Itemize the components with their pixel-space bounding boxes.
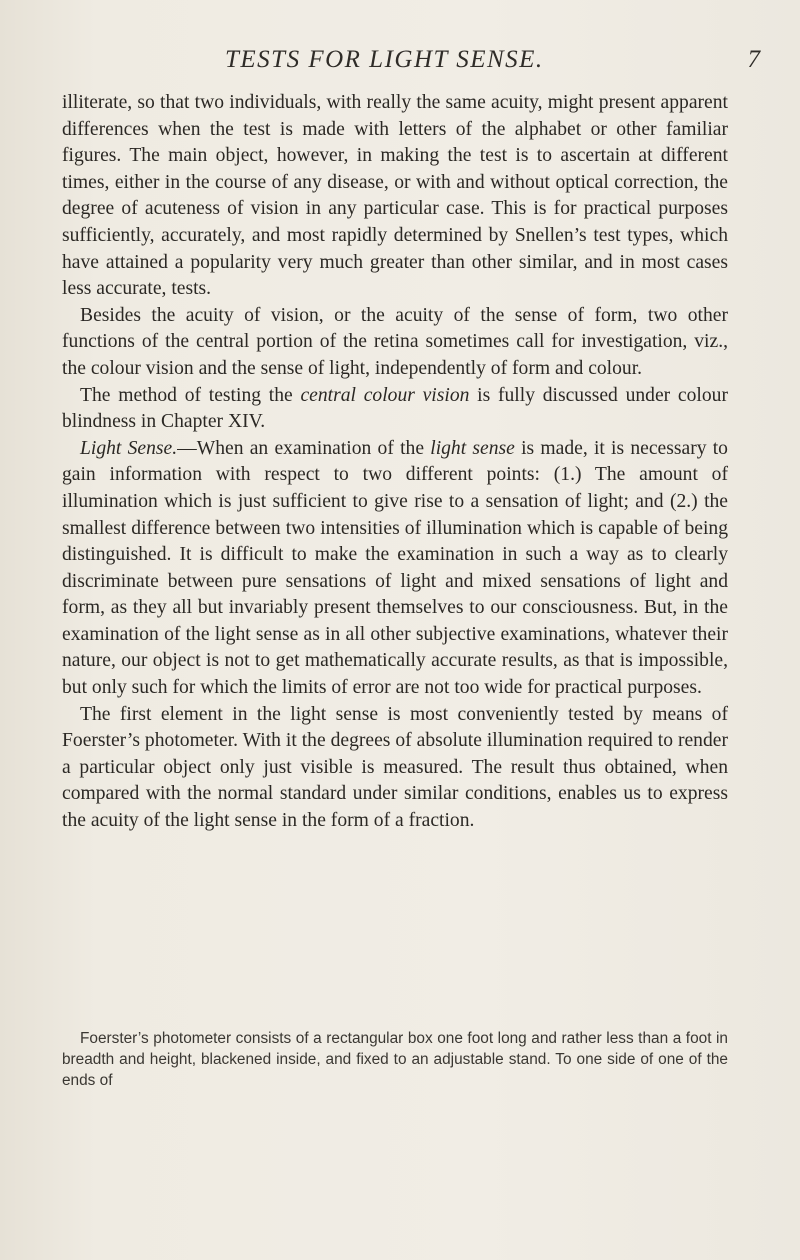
- paragraph-3-text: The method of testing the: [80, 384, 301, 406]
- running-head: [92, 46, 768, 80]
- paragraph-1: illiterate, so that two individuals, with really the same acuity, might present apparent differences when the test is made with letters of the alphabet or other familiar figures. The main object, however, in making the test is to ascertain at different times, either in the course of any disease, or with and without optical correction, the degree of acuteness of vision in any particular case. This is for practical purposes sufficiently, accurately, and most rapidly determined by Snellen’s test types, which have attained a popularity very much greater than other similar, and in most cases less accurate, tests.: [62, 92, 728, 300]
- paragraph-3: [62, 383, 728, 436]
- note-text: Foerster’s photometer consists of a rectangular box one foot long and rather less than a foot in breadth and height, blackened inside, and fixed to an adjustable stand. To one side of one of the ends of: [62, 1030, 728, 1089]
- paragraph-5: The first element in the light sense is most conveniently tested by means of Foerster’s photometer. With it the degrees of absolute illumination required to render a particular object only just visible is measured. The result thus obtained, when compared with the normal standard under similar conditions, enables us to express the acuity of the light sense in the form of a fraction.: [62, 703, 728, 832]
- light-sense-heading: Light Sense.: [80, 437, 178, 459]
- light-sense-term: light sense: [430, 437, 515, 459]
- paragraph-4: [62, 436, 728, 702]
- paragraph-4-text-end: is made, it is necessary to gain information with respect to two different points: (1.) The amount of illumination which is just sufficient to give rise to a sensation of light; and (2.) the smallest difference between two intensities of illumination which is capable of being distinguished. It is difficult to make the examination in such a way as to clearly discriminate between pure sensations of light and mixed sensations of light and form, as they all but invariably present themselves to our consciousness. But, in the examination of the light sense as in all other subjective examinations, whatever their nature, our object is not to get mathematically accurate results, as that is impossible, but only such for which the limits of error are not too wide for practical purposes.: [62, 437, 728, 699]
- central-colour-vision-term: central colour vision: [300, 384, 470, 406]
- body-text: [62, 90, 728, 845]
- paragraph-4-text: —When an examination of the: [177, 437, 431, 459]
- paragraph-3-text-end: is fully discussed under colour blindness in Chapter XIV.: [62, 384, 728, 433]
- page-number: 7: [747, 46, 760, 73]
- small-print-note: [62, 1028, 728, 1091]
- paragraph-2: Besides the acuity of vision, or the acuity of the sense of form, two other functions of the central portion of the retina sometimes call for investigation, viz., the colour vision and the sense of light, independently of form and colour.: [62, 304, 728, 379]
- running-title: TESTS FOR LIGHT SENSE.: [225, 46, 544, 73]
